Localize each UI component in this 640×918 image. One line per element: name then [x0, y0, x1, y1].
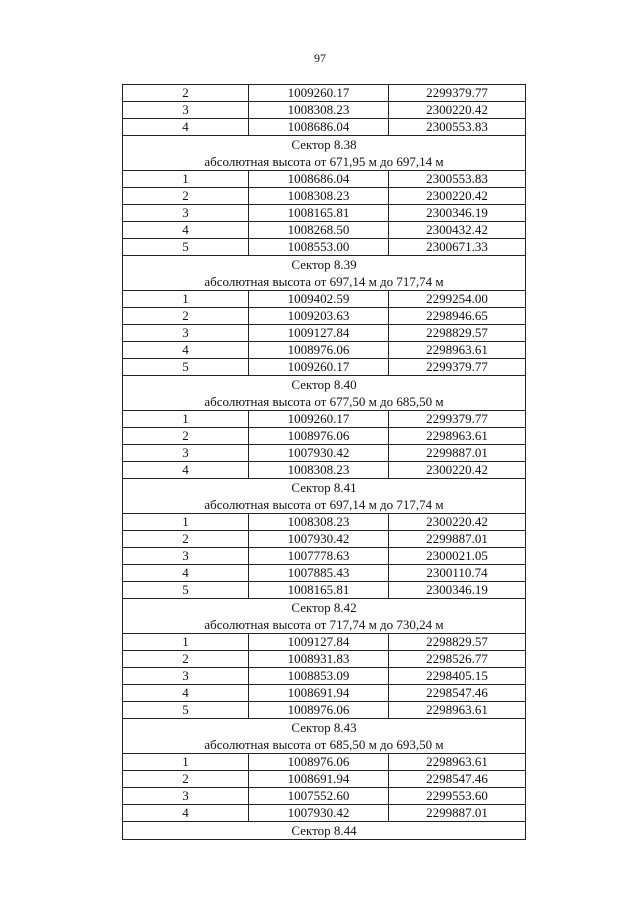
y-coordinate-cell: 2298963.61 — [389, 428, 526, 445]
coordinate-row — [123, 428, 526, 445]
sector-header-row — [123, 376, 526, 394]
x-coordinate-cell: 1007930.42 — [249, 445, 389, 462]
coordinate-row — [123, 771, 526, 788]
coordinate-row — [123, 565, 526, 582]
point-number-cell: 2 — [123, 771, 249, 788]
point-number-cell: 2 — [123, 651, 249, 668]
sector-altitude-range: абсолютная высота от 717,74 м до 730,24 м — [123, 616, 526, 634]
coordinates-table-body — [123, 85, 526, 840]
point-number-cell: 3 — [123, 788, 249, 805]
coordinate-row — [123, 119, 526, 136]
point-number-cell: 1 — [123, 514, 249, 531]
y-coordinate-cell: 2298963.61 — [389, 754, 526, 771]
point-number-cell: 4 — [123, 342, 249, 359]
coordinate-row — [123, 102, 526, 119]
coordinate-row — [123, 411, 526, 428]
y-coordinate-cell: 2300220.42 — [389, 514, 526, 531]
coordinate-row — [123, 805, 526, 822]
coordinate-row — [123, 291, 526, 308]
sector-altitude-row — [123, 496, 526, 514]
sector-title: Сектор 8.41 — [123, 479, 526, 497]
x-coordinate-cell: 1007552.60 — [249, 788, 389, 805]
point-number-cell: 1 — [123, 171, 249, 188]
point-number-cell: 1 — [123, 291, 249, 308]
sector-header-row — [123, 479, 526, 497]
point-number-cell: 4 — [123, 462, 249, 479]
coordinate-row — [123, 702, 526, 719]
x-coordinate-cell: 1008308.23 — [249, 188, 389, 205]
x-coordinate-cell: 1009402.59 — [249, 291, 389, 308]
sector-altitude-range: абсолютная высота от 697,14 м до 717,74 м — [123, 273, 526, 291]
sector-altitude-row — [123, 153, 526, 171]
y-coordinate-cell: 2298829.57 — [389, 634, 526, 651]
coordinate-row — [123, 325, 526, 342]
y-coordinate-cell: 2299887.01 — [389, 445, 526, 462]
x-coordinate-cell: 1008976.06 — [249, 702, 389, 719]
x-coordinate-cell: 1009127.84 — [249, 325, 389, 342]
sector-title: Сектор 8.43 — [123, 719, 526, 737]
point-number-cell: 5 — [123, 702, 249, 719]
y-coordinate-cell: 2300220.42 — [389, 188, 526, 205]
y-coordinate-cell: 2298547.46 — [389, 771, 526, 788]
y-coordinate-cell: 2298547.46 — [389, 685, 526, 702]
point-number-cell: 3 — [123, 668, 249, 685]
y-coordinate-cell: 2298963.61 — [389, 702, 526, 719]
y-coordinate-cell: 2298405.15 — [389, 668, 526, 685]
x-coordinate-cell: 1009260.17 — [249, 411, 389, 428]
sector-altitude-row — [123, 273, 526, 291]
sector-altitude-range: абсолютная высота от 677,50 м до 685,50 м — [123, 393, 526, 411]
sector-altitude-range: абсолютная высота от 685,50 м до 693,50 м — [123, 736, 526, 754]
coordinate-row — [123, 445, 526, 462]
coordinate-row — [123, 342, 526, 359]
y-coordinate-cell: 2300671.33 — [389, 239, 526, 256]
coordinate-row — [123, 188, 526, 205]
coordinate-row — [123, 668, 526, 685]
point-number-cell: 3 — [123, 325, 249, 342]
y-coordinate-cell: 2298946.65 — [389, 308, 526, 325]
y-coordinate-cell: 2300553.83 — [389, 171, 526, 188]
y-coordinate-cell: 2300553.83 — [389, 119, 526, 136]
point-number-cell: 1 — [123, 411, 249, 428]
x-coordinate-cell: 1008853.09 — [249, 668, 389, 685]
x-coordinate-cell: 1007885.43 — [249, 565, 389, 582]
x-coordinate-cell: 1009260.17 — [249, 359, 389, 376]
coordinate-row — [123, 462, 526, 479]
page-number: 97 — [314, 51, 326, 65]
y-coordinate-cell: 2299887.01 — [389, 531, 526, 548]
y-coordinate-cell: 2298526.77 — [389, 651, 526, 668]
coordinate-row — [123, 788, 526, 805]
coordinate-row — [123, 531, 526, 548]
y-coordinate-cell: 2299379.77 — [389, 411, 526, 428]
point-number-cell: 5 — [123, 239, 249, 256]
x-coordinate-cell: 1009203.63 — [249, 308, 389, 325]
x-coordinate-cell: 1008691.94 — [249, 771, 389, 788]
x-coordinate-cell: 1009127.84 — [249, 634, 389, 651]
x-coordinate-cell: 1008308.23 — [249, 102, 389, 119]
point-number-cell: 3 — [123, 548, 249, 565]
sector-altitude-row — [123, 736, 526, 754]
y-coordinate-cell: 2300346.19 — [389, 205, 526, 222]
coordinates-table — [122, 84, 526, 840]
y-coordinate-cell: 2299553.60 — [389, 788, 526, 805]
point-number-cell: 3 — [123, 445, 249, 462]
y-coordinate-cell: 2300346.19 — [389, 582, 526, 599]
coordinate-row — [123, 548, 526, 565]
point-number-cell: 5 — [123, 359, 249, 376]
point-number-cell: 4 — [123, 805, 249, 822]
sector-header-row — [123, 256, 526, 274]
sector-title: Сектор 8.40 — [123, 376, 526, 394]
x-coordinate-cell: 1008931.83 — [249, 651, 389, 668]
x-coordinate-cell: 1008308.23 — [249, 462, 389, 479]
x-coordinate-cell: 1008686.04 — [249, 119, 389, 136]
x-coordinate-cell: 1007778.63 — [249, 548, 389, 565]
y-coordinate-cell: 2300220.42 — [389, 462, 526, 479]
point-number-cell: 4 — [123, 222, 249, 239]
sector-header-row — [123, 136, 526, 154]
point-number-cell: 4 — [123, 565, 249, 582]
y-coordinate-cell: 2298963.61 — [389, 342, 526, 359]
x-coordinate-cell: 1008976.06 — [249, 428, 389, 445]
coordinate-row — [123, 85, 526, 102]
x-coordinate-cell: 1007930.42 — [249, 805, 389, 822]
x-coordinate-cell: 1008268.50 — [249, 222, 389, 239]
sector-title: Сектор 8.42 — [123, 599, 526, 617]
coordinate-row — [123, 205, 526, 222]
point-number-cell: 1 — [123, 634, 249, 651]
sector-altitude-row — [123, 616, 526, 634]
y-coordinate-cell: 2299887.01 — [389, 805, 526, 822]
x-coordinate-cell: 1008686.04 — [249, 171, 389, 188]
point-number-cell: 1 — [123, 754, 249, 771]
coordinate-row — [123, 359, 526, 376]
sector-title: Сектор 8.39 — [123, 256, 526, 274]
y-coordinate-cell: 2300110.74 — [389, 565, 526, 582]
y-coordinate-cell: 2299379.77 — [389, 359, 526, 376]
coordinate-row — [123, 222, 526, 239]
sector-altitude-range: абсолютная высота от 671,95 м до 697,14 м — [123, 153, 526, 171]
y-coordinate-cell: 2299254.00 — [389, 291, 526, 308]
x-coordinate-cell: 1008165.81 — [249, 205, 389, 222]
point-number-cell: 3 — [123, 102, 249, 119]
y-coordinate-cell: 2300220.42 — [389, 102, 526, 119]
x-coordinate-cell: 1008553.00 — [249, 239, 389, 256]
y-coordinate-cell: 2300432.42 — [389, 222, 526, 239]
coordinate-row — [123, 634, 526, 651]
sector-header-row — [123, 599, 526, 617]
x-coordinate-cell: 1009260.17 — [249, 85, 389, 102]
point-number-cell: 2 — [123, 85, 249, 102]
point-number-cell: 5 — [123, 582, 249, 599]
sector-header-row — [123, 822, 526, 840]
point-number-cell: 4 — [123, 685, 249, 702]
sector-altitude-range: абсолютная высота от 697,14 м до 717,74 м — [123, 496, 526, 514]
coordinate-row — [123, 754, 526, 771]
y-coordinate-cell: 2298829.57 — [389, 325, 526, 342]
coordinate-row — [123, 171, 526, 188]
y-coordinate-cell: 2299379.77 — [389, 85, 526, 102]
coordinate-row — [123, 239, 526, 256]
point-number-cell: 3 — [123, 205, 249, 222]
coordinate-row — [123, 514, 526, 531]
coordinate-row — [123, 685, 526, 702]
coordinate-row — [123, 582, 526, 599]
point-number-cell: 2 — [123, 308, 249, 325]
x-coordinate-cell: 1007930.42 — [249, 531, 389, 548]
coordinate-row — [123, 308, 526, 325]
x-coordinate-cell: 1008691.94 — [249, 685, 389, 702]
point-number-cell: 2 — [123, 428, 249, 445]
point-number-cell: 2 — [123, 188, 249, 205]
point-number-cell: 4 — [123, 119, 249, 136]
sector-altitude-row — [123, 393, 526, 411]
sector-title: Сектор 8.38 — [123, 136, 526, 154]
sector-title: Сектор 8.44 — [123, 822, 526, 840]
x-coordinate-cell: 1008165.81 — [249, 582, 389, 599]
sector-header-row — [123, 719, 526, 737]
x-coordinate-cell: 1008976.06 — [249, 342, 389, 359]
y-coordinate-cell: 2300021.05 — [389, 548, 526, 565]
point-number-cell: 2 — [123, 531, 249, 548]
coordinate-row — [123, 651, 526, 668]
x-coordinate-cell: 1008976.06 — [249, 754, 389, 771]
x-coordinate-cell: 1008308.23 — [249, 514, 389, 531]
